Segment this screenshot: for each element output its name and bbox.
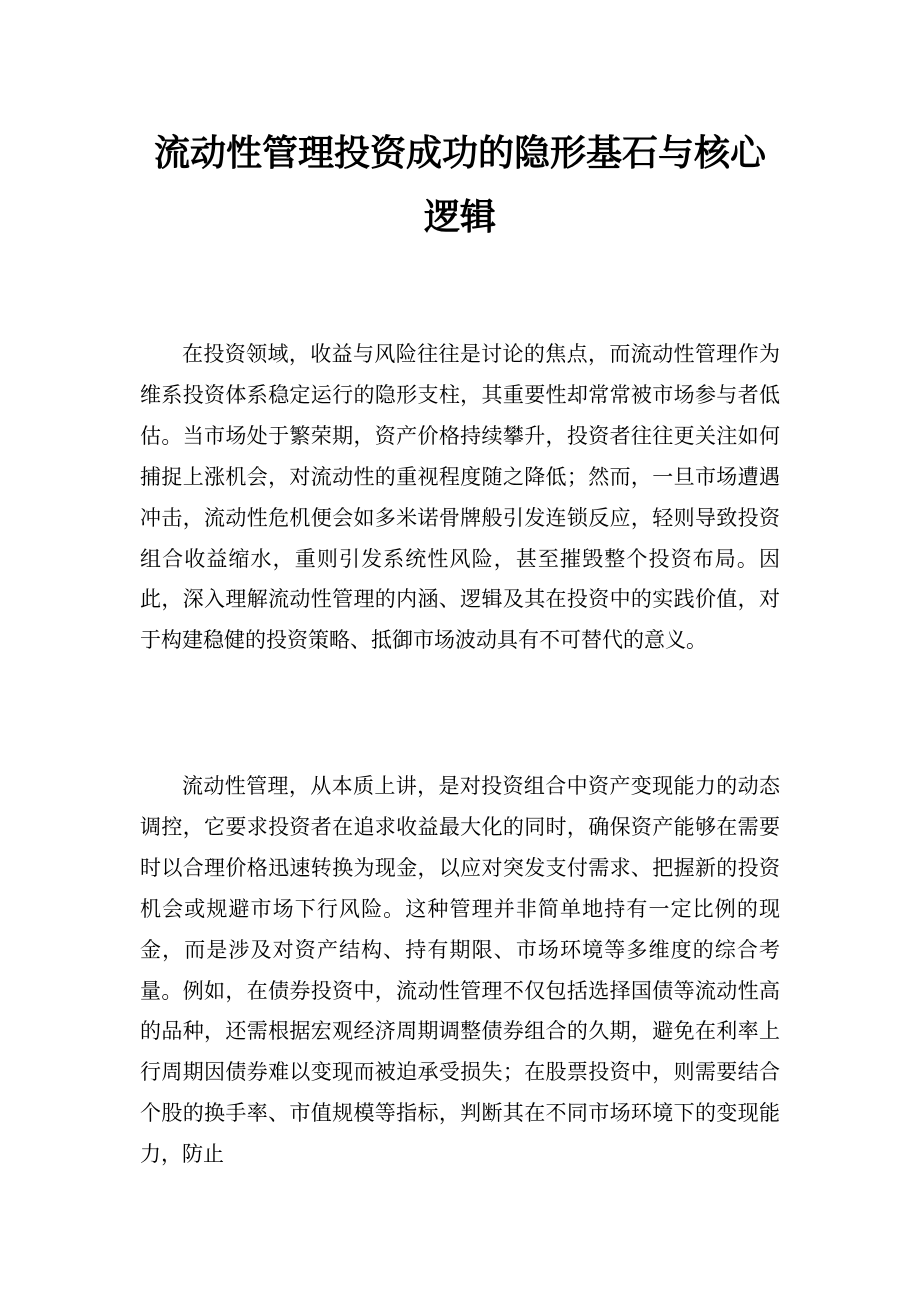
paragraph-definition: 流动性管理，从本质上讲，是对投资组合中资产变现能力的动态调控，它要求投资者在追求收益最大化的同时，确保资产能够在需要时以合理价格迅速转换为现金，以应对突发支付需求、把握新的投资机会或规避市场下行风险。这种管理并非简单地持有一定比例的现金，而是涉及对资产结构、持有期限、市场环境等多维度的综合考量。例如，在债券投资中，流动性管理不仅包括选择国债等流动性高的品种，还需根据宏观经济周期调整债券组合的久期，避免在利率上行周期因债券难以变现而被迫承受损失；在股票投资中，则需要结合个股的换手率、市值规模等指标，判断其在不同市场环境下的变现能力，防止 [140, 774, 780, 1167]
paragraph-intro: 在投资领域，收益与风险往往是讨论的焦点，而流动性管理作为维系投资体系稳定运行的隐形支柱，其重要性却常常被市场参与者低估。当市场处于繁荣期，资产价格持续攀升，投资者往往更关注如何捕捉上涨机会，对流动性的重视程度随之降低；然而，一旦市场遭遇冲击，流动性危机便会如多米诺骨牌般引发连锁反应，轻则导致投资组合收益缩水，重则引发系统性风险，甚至摧毁整个投资布局。因此，深入理解流动性管理的内涵、逻辑及其在投资中的实践价值，对于构建稳健的投资策略、抵御市场波动具有不可替代的意义。 [140, 342, 780, 653]
document-title: 流动性管理投资成功的隐形基石与核心逻辑 [153, 133, 766, 238]
